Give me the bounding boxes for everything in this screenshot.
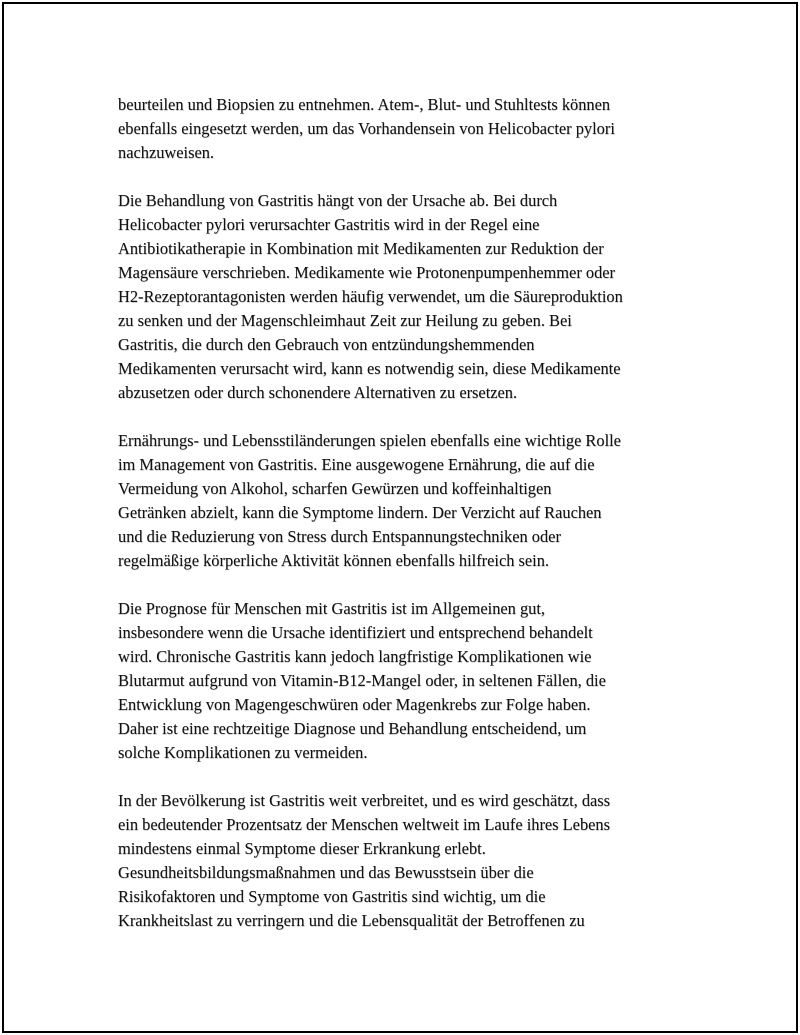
text-line: Magensäure verschrieben. Medikamente wie Protonenpumpenhemmer oder [118, 263, 616, 282]
text-line: nachzuweisen. [118, 143, 215, 162]
text-line: H2-Rezeptorantagonisten werden häufig verwendet, um die Säureproduktion [118, 287, 623, 306]
text-line: In der Bevölkerung ist Gastritis weit verbreitet, und es wird geschätzt, dass [118, 791, 611, 810]
text-line: und die Reduzierung von Stress durch Entspannungstechniken oder [118, 527, 561, 546]
text-line: mindestens einmal Symptome dieser Erkrankung erlebt. [118, 839, 486, 858]
text-line: Helicobacter pylori verursachter Gastritis wird in der Regel eine [118, 215, 540, 234]
text-line: wird. Chronische Gastritis kann jedoch langfristige Komplikationen wie [118, 647, 592, 666]
text-line: Vermeidung von Alkohol, scharfen Gewürzen und koffeinhaltigen [118, 479, 552, 498]
text-line: beurteilen und Biopsien zu entnehmen. Atem-, Blut- und Stuhltests können [118, 95, 611, 114]
paragraph [118, 93, 718, 165]
text-line: im Management von Gastritis. Eine ausgewogene Ernährung, die auf die [118, 455, 595, 474]
text-line: Die Prognose für Menschen mit Gastritis ist im Allgemeinen gut, [118, 599, 546, 618]
paragraph [118, 189, 718, 405]
text-line: Krankheitslast zu verringern und die Lebensqualität der Betroffenen zu [118, 911, 585, 930]
text-line: Antibiotikatherapie in Kombination mit Medikamenten zur Reduktion der [118, 239, 604, 258]
text-line: abzusetzen oder durch schonendere Alternativen zu ersetzen. [118, 383, 518, 402]
paragraph [118, 789, 718, 933]
text-line: Die Behandlung von Gastritis hängt von der Ursache ab. Bei durch [118, 191, 558, 210]
paragraph [118, 597, 718, 765]
text-line: zu senken und der Magenschleimhaut Zeit zur Heilung zu geben. Bei [118, 311, 572, 330]
text-line: Getränken abzielt, kann die Symptome lindern. Der Verzicht auf Rauchen [118, 503, 602, 522]
text-line: Medikamenten verursacht wird, kann es notwendig sein, diese Medikamente [118, 359, 621, 378]
text-line: Ernährungs- und Lebensstiländerungen spielen ebenfalls eine wichtige Rolle [118, 431, 621, 450]
text-line: insbesondere wenn die Ursache identifiziert und entsprechend behandelt [118, 623, 593, 642]
text-line: Entwicklung von Magengeschwüren oder Magenkrebs zur Folge haben. [118, 695, 591, 714]
text-line: Gesundheitsbildungsmaßnahmen und das Bewusstsein über die [118, 863, 534, 882]
text-line: ein bedeutender Prozentsatz der Menschen weltweit im Laufe ihres Lebens [118, 815, 610, 834]
text-line: solche Komplikationen zu vermeiden. [118, 743, 368, 762]
paragraph [118, 429, 718, 573]
text-line: Gastritis, die durch den Gebrauch von entzündungshemmenden [118, 335, 535, 354]
text-line: Blutarmut aufgrund von Vitamin-B12-Mangel oder, in seltenen Fällen, die [118, 671, 606, 690]
text-line: Risikofaktoren und Symptome von Gastritis sind wichtig, um die [118, 887, 546, 906]
text-line: Daher ist eine rechtzeitige Diagnose und Behandlung entscheidend, um [118, 719, 587, 738]
document-body [118, 93, 718, 957]
text-line: ebenfalls eingesetzt werden, um das Vorhandensein von Helicobacter pylori [118, 119, 615, 138]
text-line: regelmäßige körperliche Aktivität können ebenfalls hilfreich sein. [118, 551, 550, 570]
